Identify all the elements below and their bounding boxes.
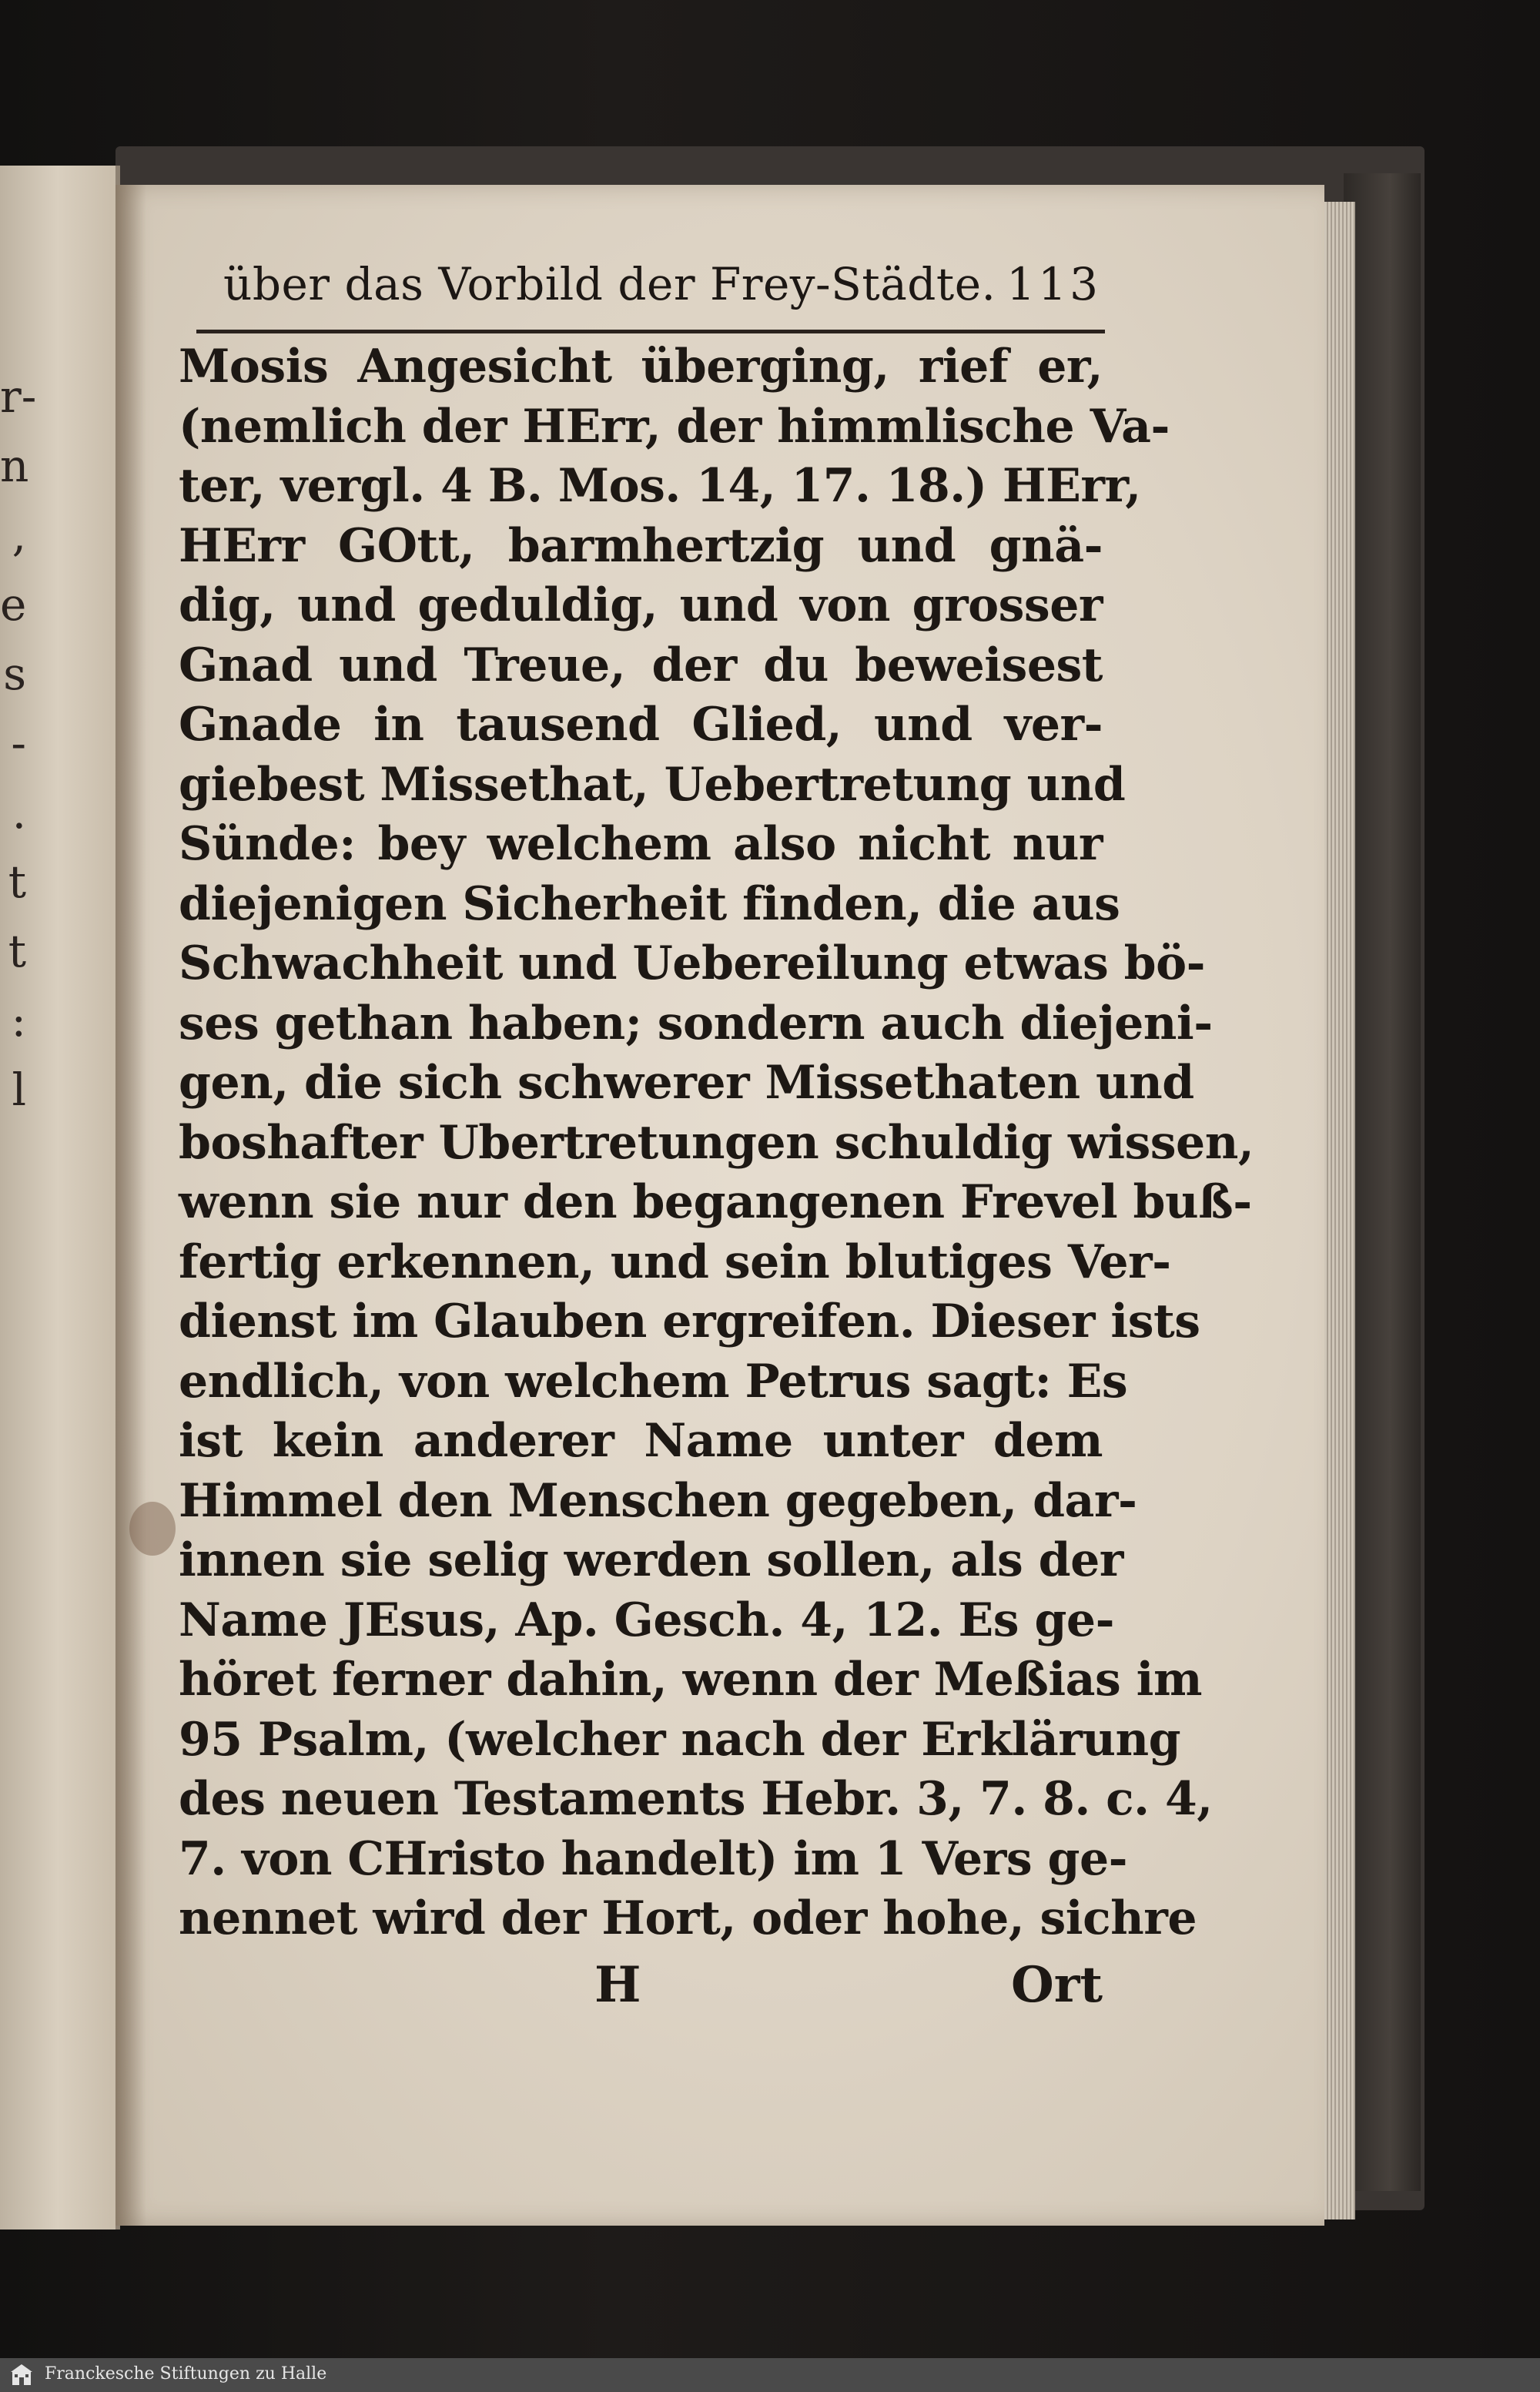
text-line: des neuen Testaments Hebr. 3, 7. 8. c. 4, [179, 1772, 1213, 1826]
previous-page-fragment: l [12, 1064, 26, 1116]
text-line: höret ferner dahin, wenn der Meßias im [179, 1653, 1202, 1707]
text-line: giebest Missethat, Uebertretung und [179, 757, 1126, 812]
previous-page-fragment: s [3, 648, 26, 700]
attribution-bar [0, 2358, 1540, 2392]
franckesche-logo-icon [11, 2364, 32, 2387]
previous-page-fragment: , [12, 509, 26, 561]
body-text [179, 337, 1254, 1949]
page-footer [179, 1956, 1103, 2025]
text-line: Gnade in tausend Glied, und ver- [179, 698, 1103, 752]
text-line: innen sie selig werden sollen, als der [179, 1533, 1123, 1587]
previous-page-fragment: e [0, 578, 27, 631]
previous-page-fragment: t [8, 925, 26, 977]
text-line: HErr GOtt, barmhertzig und gnä- [179, 518, 1103, 573]
text-line: boshafter Ubertretungen schuldig wissen, [179, 1115, 1254, 1170]
text-line: 95 Psalm, (welcher nach der Erklärung [179, 1712, 1181, 1767]
book-cover-edge [1344, 173, 1421, 2191]
text-line: dig, und geduldig, und von grosser [179, 578, 1103, 632]
text-line: Sünde: bey welchem also nicht nur [179, 817, 1103, 871]
signature-mark: H [594, 1956, 641, 2014]
previous-page-fragment: : [11, 994, 26, 1047]
text-line: Mosis Angesicht überging, rief er, [179, 340, 1103, 394]
previous-page-fragments [0, 362, 37, 1124]
text-line: ter, vergl. 4 B. Mos. 14, 17. 18.) HErr, [179, 459, 1141, 513]
text-line: Himmel den Menschen gegeben, dar- [179, 1473, 1137, 1528]
text-line: ist kein anderer Name unter dem [179, 1414, 1103, 1468]
text-line: dienst im Glauben ergreifen. Dieser ists [179, 1295, 1200, 1348]
paper-stain [129, 1502, 176, 1556]
previous-page-fragment: r- [0, 370, 37, 423]
institution-name: Franckesche Stiftungen zu Halle [45, 2364, 327, 2384]
text-line: ses gethan haben; sondern auch diejeni- [179, 996, 1213, 1050]
text-line: diejenigen Sicherheit finden, die aus [179, 876, 1120, 931]
text-line: endlich, von welchem Petrus sagt: Es [179, 1354, 1128, 1409]
header-rule [196, 330, 1105, 333]
text-line: fertig erkennen, und sein blutiges Ver- [179, 1235, 1171, 1289]
previous-page-fragment: . [12, 786, 26, 839]
header-title: über das Vorbild der Frey-Städte. [223, 258, 996, 310]
text-line: 7. von CHristo handelt) im 1 Vers ge- [179, 1831, 1128, 1886]
text-line: Name JEsus, Ap. Gesch. 4, 12. Es ge- [179, 1593, 1114, 1647]
text-line: gen, die sich schwerer Missethaten und [179, 1056, 1194, 1110]
page-gutter-shadow [116, 185, 146, 2226]
running-header [223, 258, 1101, 320]
previous-page-fragment: n [0, 440, 29, 492]
text-line: Schwachheit und Uebereilung etwas bö- [179, 936, 1205, 990]
text-line: Gnad und Treue, der du beweisest [179, 638, 1103, 692]
previous-page-fragment: - [11, 717, 26, 769]
text-line: nennet wird der Hort, oder hohe, sichre [179, 1891, 1197, 1945]
previous-page-fragment: t [8, 856, 26, 908]
catchword: Ort [1010, 1956, 1103, 2014]
page-number: 113 [1006, 258, 1101, 310]
text-line: wenn sie nur den begangenen Frevel buß- [179, 1175, 1252, 1229]
text-line: (nemlich der HErr, der himmlische Va- [179, 399, 1170, 454]
